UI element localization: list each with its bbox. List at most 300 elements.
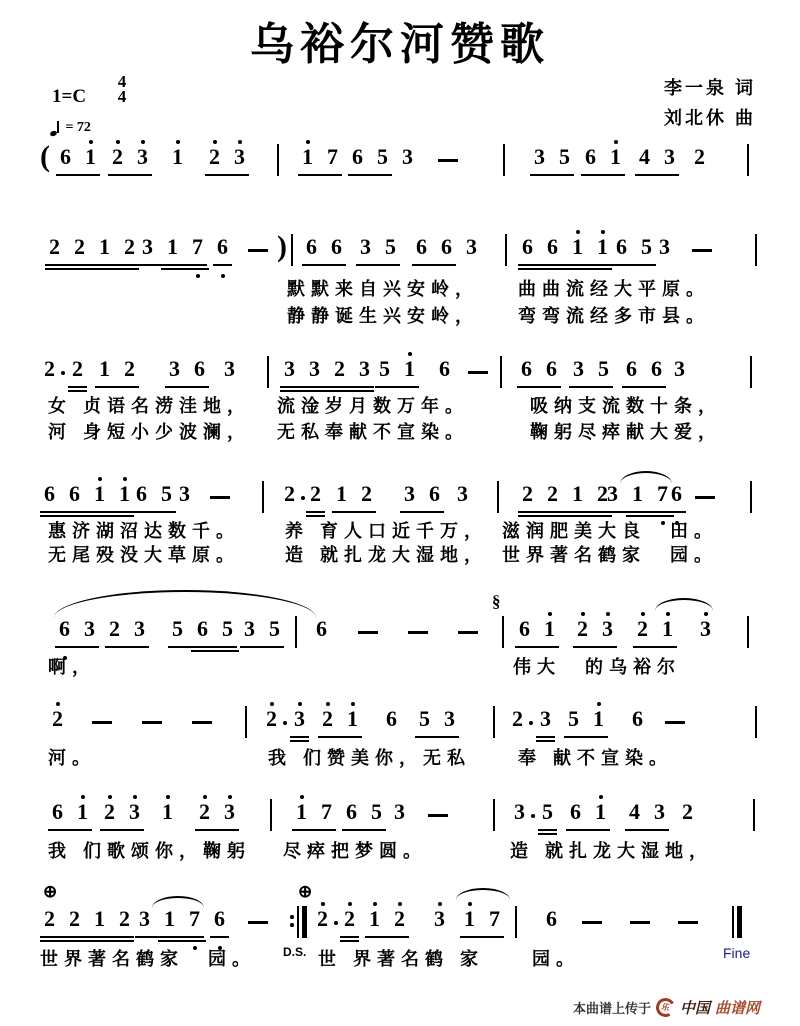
note-digit: 3: [224, 356, 235, 381]
beam-line: [213, 264, 232, 266]
beam-line: [518, 264, 612, 266]
beam-line: [348, 174, 392, 176]
note-digit: 6: [44, 481, 55, 506]
note-digit: 6: [59, 616, 70, 641]
octave-dot-high: [597, 702, 601, 706]
beam-line: [40, 936, 134, 938]
beam-line: [538, 829, 557, 831]
system-7: [40, 795, 770, 895]
octave-dot-high: [321, 902, 325, 906]
dash-prolong: [408, 631, 428, 634]
note-digit: 6: [416, 234, 427, 259]
beam-line: [340, 936, 359, 938]
open-paren: (: [40, 140, 50, 173]
note-group: [240, 612, 284, 664]
note-digit: 7: [657, 481, 668, 506]
dash-prolong: [92, 721, 112, 724]
octave-dot-high: [306, 140, 310, 144]
note-digit: 7: [489, 906, 500, 931]
note-digit: 2: [682, 799, 693, 824]
barline: [500, 356, 502, 388]
beam-line: [569, 386, 613, 388]
note-group: [168, 612, 237, 664]
note-digit: 1: [464, 906, 475, 931]
note-group: [168, 140, 187, 192]
note-digit: 2: [44, 356, 55, 381]
lyric-segment: 造 就扎龙大湿地，: [510, 841, 714, 861]
beam-line: [45, 268, 139, 270]
octave-dot-high: [56, 702, 60, 706]
note-digit: 2: [322, 706, 333, 731]
note-digit: 1: [544, 616, 555, 641]
note-digit: 6: [352, 144, 363, 169]
note-digit: 1: [119, 481, 130, 506]
lyric-segment: 造 就扎龙大湿地，: [285, 545, 489, 565]
lyric-segment: 默默来自兴安岭，: [287, 279, 479, 299]
note-digit: 2: [124, 356, 135, 381]
lyricist-credit: 李一泉 词: [663, 78, 756, 98]
site-name-dark: 中国: [679, 1000, 710, 1017]
dash-prolong: [192, 721, 212, 724]
dash-prolong: [248, 921, 268, 924]
beam-line: [356, 264, 400, 266]
barline: [505, 234, 507, 266]
note-digit: 2: [49, 234, 60, 259]
beam-line: [132, 511, 176, 513]
note-digit: 6: [570, 799, 581, 824]
note-digit: 3: [244, 616, 255, 641]
octave-dot-high: [108, 795, 112, 799]
barline: [515, 906, 517, 938]
octave-dot-high: [548, 612, 552, 616]
lyric-segment: 世界著名鹤家 园。: [502, 545, 718, 565]
note-digit: 1: [662, 616, 673, 641]
beam-line: [298, 174, 342, 176]
note-digit: 6: [346, 799, 357, 824]
octave-dot-high: [141, 140, 145, 144]
note-digit: 3: [434, 906, 445, 931]
barline: [747, 144, 749, 176]
augmentation-dot: [301, 496, 305, 500]
lyric-segment: 世界著名鹤家 园。: [40, 949, 256, 969]
octave-dot-high: [213, 140, 217, 144]
beam-line: [40, 511, 134, 513]
beam-line: [240, 646, 284, 648]
barline: [295, 616, 297, 648]
beam-line: [375, 386, 419, 388]
note-digit: 1: [610, 144, 621, 169]
note-digit: 1: [99, 234, 110, 259]
beam-line: [518, 511, 612, 513]
note-digit: 1: [404, 356, 415, 381]
note-digit: 5: [568, 706, 579, 731]
time-signature-bottom: 4: [117, 87, 127, 106]
note-digit: 6: [546, 906, 557, 931]
dash-prolong: [248, 249, 268, 252]
note-digit: 6: [439, 356, 450, 381]
beam-line: [195, 829, 239, 831]
note-digit: 1: [347, 706, 358, 731]
barline: [750, 481, 752, 513]
note-digit: 5: [542, 799, 553, 824]
lyric-segment: 河。: [48, 748, 96, 768]
note-digit: 2: [317, 906, 328, 931]
beam-line: [45, 264, 139, 266]
note-digit: 2: [637, 616, 648, 641]
dash-prolong: [695, 496, 715, 499]
note-digit: 3: [294, 706, 305, 731]
system-8: [40, 882, 770, 1002]
note-digit: 6: [522, 234, 533, 259]
time-signature-top: 4: [117, 72, 127, 91]
system-3: [40, 352, 770, 452]
augmentation-dot: [61, 371, 65, 375]
beam-line: [573, 646, 617, 648]
beam-line: [622, 386, 666, 388]
lyric-segment: 曲曲流经大平原。: [518, 279, 710, 299]
note-digit: 2: [69, 906, 80, 931]
beam-line: [566, 829, 610, 831]
augmentation-dot: [334, 921, 338, 925]
dash-prolong: [630, 921, 650, 924]
system-1: [40, 140, 770, 240]
system-6: [40, 702, 770, 802]
site-name-light: 曲谱网: [714, 1000, 760, 1017]
repeat-dot: [290, 915, 294, 919]
note-digit: 3: [607, 481, 618, 506]
beam-line-extra: [191, 650, 239, 652]
note-group: [56, 140, 100, 192]
note-digit: 3: [573, 356, 584, 381]
note-digit: 2: [284, 481, 295, 506]
beam-line: [517, 386, 561, 388]
beam-line: [564, 736, 608, 738]
note-digit: 3: [444, 706, 455, 731]
beam-line: [68, 386, 87, 388]
octave-dot-high: [351, 702, 355, 706]
note-digit: 2: [522, 481, 533, 506]
note-digit: 5: [559, 144, 570, 169]
note-digit: 3: [402, 144, 413, 169]
dash-prolong: [358, 631, 378, 634]
octave-dot-high: [398, 902, 402, 906]
barline: [497, 481, 499, 513]
octave-dot-high: [614, 140, 618, 144]
note-digit: 2: [74, 234, 85, 259]
beam-line: [581, 174, 625, 176]
octave-dot-high: [666, 612, 670, 616]
note-digit: 3: [394, 799, 405, 824]
octave-dot-high: [300, 795, 304, 799]
note-digit: 1: [99, 356, 110, 381]
augmentation-dot: [283, 721, 287, 725]
lyric-segment: 鞠躬尽瘁献大爱，: [530, 422, 722, 442]
note-digit: 6: [616, 234, 627, 259]
note-digit: 6: [429, 481, 440, 506]
lyric-segment: 惠济湖沼达数千。: [48, 521, 240, 541]
note-digit: 3: [659, 234, 670, 259]
octave-dot-high: [133, 795, 137, 799]
beam-line: [365, 936, 409, 938]
augmentation-dot: [529, 721, 533, 725]
note-digit: 2: [547, 481, 558, 506]
note-digit: 2: [44, 906, 55, 931]
barline: [750, 356, 752, 388]
note-digit: 2: [112, 144, 123, 169]
beam-line: [633, 646, 677, 648]
note-digit: 3: [142, 234, 153, 259]
beam-line-extra: [158, 940, 206, 942]
barline: [262, 481, 264, 513]
note-digit: 2: [334, 356, 345, 381]
lyric-segment: 弯弯流经多市县。: [518, 306, 710, 326]
note-digit: 1: [632, 481, 643, 506]
note-digit: 3: [129, 799, 140, 824]
octave-dot-high: [326, 702, 330, 706]
note-group: [45, 230, 139, 282]
note-group: [581, 140, 625, 192]
note-digit: 3: [309, 356, 320, 381]
octave-dot-high: [116, 140, 120, 144]
note-digit: 6: [521, 356, 532, 381]
dash-prolong: [678, 921, 698, 924]
augmentation-dot: [531, 814, 535, 818]
note-digit: 1: [593, 706, 604, 731]
key-signature: 1=C: [52, 86, 87, 107]
page-title: 乌裕尔河赞歌: [250, 20, 550, 69]
note-digit: 6: [60, 144, 71, 169]
note-digit: 2: [310, 481, 321, 506]
note-digit: 3: [234, 144, 245, 169]
beam-line: [306, 511, 325, 513]
note-digit: 3: [134, 616, 145, 641]
note-group: [298, 140, 342, 192]
octave-dot-high: [270, 702, 274, 706]
beam-line: [412, 264, 456, 266]
dash-prolong: [438, 159, 458, 162]
barline: [297, 906, 299, 938]
watermark: [573, 997, 760, 1018]
note-digit: 3: [466, 234, 477, 259]
barline: [503, 144, 505, 176]
beam-line: [55, 646, 99, 648]
beam-line: [538, 833, 557, 835]
note-digit: 6: [69, 481, 80, 506]
note-digit: 2: [119, 906, 130, 931]
lyric-segment: 尽瘁把梦圆。: [283, 841, 427, 861]
note-digit: 7: [321, 799, 332, 824]
octave-dot-low: [221, 274, 225, 278]
lyric-segment: 世 界著名鹤 家 园。: [318, 949, 581, 969]
note-digit: 6: [52, 799, 63, 824]
note-digit: 3: [664, 144, 675, 169]
lyric-segment: 我 们赞美你，无私: [268, 748, 472, 768]
dash-prolong: [665, 721, 685, 724]
octave-dot-high: [601, 230, 605, 234]
octave-dot-high: [203, 795, 207, 799]
note-digit: 3: [359, 356, 370, 381]
note-group: [530, 140, 574, 192]
note-digit: 6: [306, 234, 317, 259]
note-digit: 2: [394, 906, 405, 931]
barline: [753, 799, 755, 831]
octave-dot-high: [408, 352, 412, 356]
dash-prolong: [210, 496, 230, 499]
barline-thick: [302, 906, 307, 938]
note-digit: 3: [674, 356, 685, 381]
note-digit: 2: [266, 706, 277, 731]
beam-line: [603, 511, 672, 513]
note-digit: 7: [327, 144, 338, 169]
lyric-segment: 养 育人口近千万，: [285, 521, 489, 541]
note-digit: 7: [189, 906, 200, 931]
note-digit: 1: [167, 234, 178, 259]
beam-line: [100, 829, 144, 831]
beam-line: [340, 940, 359, 942]
note-digit: 1: [595, 799, 606, 824]
barline: [291, 234, 293, 266]
lyric-segment: 我 们歌颂你，鞠躬: [48, 841, 252, 861]
barline: [493, 706, 495, 738]
fine-label: Fine: [723, 945, 751, 961]
beam-line: [290, 740, 309, 742]
note-digit: 2: [361, 481, 372, 506]
beam-line: [108, 174, 152, 176]
beam-line: [40, 940, 134, 942]
note-digit: 1: [296, 799, 307, 824]
dash-prolong: [458, 631, 478, 634]
dash-prolong: [468, 371, 488, 374]
note-digit: 1: [597, 234, 608, 259]
note-digit: 6: [441, 234, 452, 259]
note-digit: 5: [172, 616, 183, 641]
repeat-dot: [290, 923, 294, 927]
barline: [245, 706, 247, 738]
beam-line: [56, 174, 100, 176]
beam-line: [205, 174, 249, 176]
octave-dot-high: [298, 702, 302, 706]
site-logo-icon: 乐: [654, 996, 677, 1019]
time-signature: [112, 74, 132, 104]
barline: [732, 906, 734, 938]
beam-line: [48, 829, 92, 831]
note-digit: 6: [194, 356, 205, 381]
beam-line-extra: [161, 268, 209, 270]
octave-dot-low: [196, 274, 200, 278]
note-digit: 6: [331, 234, 342, 259]
lyric-segment: 女 贞语名涝洼地，: [48, 396, 252, 416]
note-digit: 2: [72, 356, 83, 381]
lyric-segment: 奉 献不宣染。: [518, 748, 674, 768]
octave-dot-high: [348, 902, 352, 906]
barline: [493, 799, 495, 831]
note-digit: 3: [602, 616, 613, 641]
beam-line: [342, 829, 386, 831]
note-digit: 6: [519, 616, 530, 641]
note-digit: 1: [369, 906, 380, 931]
lyric-segment: 河 身短小少波澜，: [48, 422, 252, 442]
dash-prolong: [428, 814, 448, 817]
beam-line: [95, 386, 139, 388]
note-digit: 6: [386, 706, 397, 731]
coda-icon: ⊕: [298, 882, 313, 901]
octave-dot-high: [581, 612, 585, 616]
note-digit: 2: [577, 616, 588, 641]
note-digit: 2: [694, 144, 705, 169]
note-digit: 4: [629, 799, 640, 824]
beam-line: [135, 936, 204, 938]
barline: [267, 356, 269, 388]
note-digit: 4: [639, 144, 650, 169]
segno-icon: §: [492, 592, 501, 611]
octave-dot-high: [89, 140, 93, 144]
note-digit: 2: [209, 144, 220, 169]
ds-label: D.S.: [283, 945, 307, 959]
note-digit: 3: [84, 616, 95, 641]
note-digit: 3: [514, 799, 525, 824]
note-group: [312, 612, 331, 664]
beam-line: [536, 740, 555, 742]
lyric-segment: 滋润肥美大良 田。: [502, 521, 718, 541]
note-group: [398, 140, 417, 192]
beam-line: [210, 936, 229, 938]
note-group: [108, 140, 152, 192]
beam-line: [625, 829, 669, 831]
beam-line: [290, 736, 309, 738]
dash-prolong: [582, 921, 602, 924]
barline: [270, 799, 272, 831]
slur: [655, 598, 713, 611]
system-5: [40, 592, 770, 712]
composer-credit: 刘北休 曲: [663, 108, 756, 128]
beam-line: [318, 736, 362, 738]
note-digit: 2: [597, 481, 608, 506]
lyric-segment: 流淦岁月数万年。: [277, 396, 469, 416]
note-digit: 5: [598, 356, 609, 381]
note-digit: 6: [671, 481, 682, 506]
beam-line: [302, 264, 346, 266]
octave-dot-high: [228, 795, 232, 799]
note-digit: 2: [344, 906, 355, 931]
lyric-segment: 吸纳支流数十条，: [530, 396, 722, 416]
note-digit: 7: [192, 234, 203, 259]
beam-line: [280, 386, 374, 388]
note-digit: 1: [162, 799, 173, 824]
note-digit: 3: [137, 144, 148, 169]
close-paren: ): [277, 230, 287, 263]
barline: [502, 616, 504, 648]
barline: [747, 616, 749, 648]
beam-line: [415, 736, 459, 738]
dash-prolong: [142, 721, 162, 724]
tempo-marking: [50, 118, 91, 134]
beam-line: [612, 264, 656, 266]
barline: [755, 706, 757, 738]
lyric-segment: 静静诞生兴安岭，: [287, 306, 479, 326]
beam-line: [635, 174, 679, 176]
note-digit: 5: [222, 616, 233, 641]
note-group: [348, 140, 392, 192]
note-digit: 5: [385, 234, 396, 259]
note-digit: 1: [77, 799, 88, 824]
note-digit: 1: [572, 481, 583, 506]
note-digit: 3: [360, 234, 371, 259]
note-digit: 5: [377, 144, 388, 169]
note-digit: 3: [284, 356, 295, 381]
note-digit: 5: [161, 481, 172, 506]
octave-dot-high: [123, 477, 127, 481]
note-group: [213, 230, 232, 282]
